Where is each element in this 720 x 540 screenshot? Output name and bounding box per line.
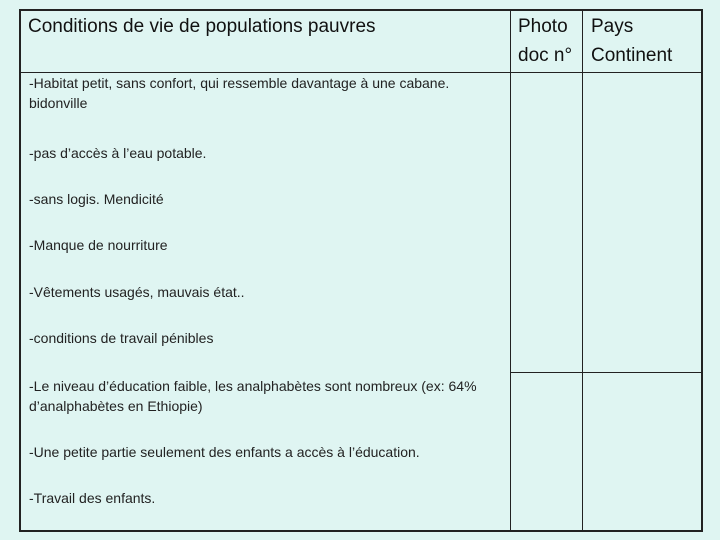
column-divider-pays <box>582 11 583 530</box>
table-title: Conditions de vie de populations pauvres <box>28 16 376 37</box>
condition-item-travail: -conditions de travail pénibles <box>29 330 214 346</box>
condition-item-travail-enfants: -Travail des enfants. <box>29 490 156 506</box>
column-header-photo-line1: Photo <box>518 16 568 37</box>
condition-item-education: -Le niveau d’éducation faible, les analphabètes sont nombreux (ex: 64% d’analphabètes en Ethiopie) <box>29 378 477 414</box>
condition-item-nourriture: -Manque de nourriture <box>29 237 168 253</box>
condition-item-habitat: -Habitat petit, sans confort, qui ressemble davantage à une cabane. bidonville <box>29 75 450 111</box>
condition-item-vetements: -Vêtements usagés, mauvais état.. <box>29 284 245 300</box>
column-header-photo-line2: doc n° <box>518 45 573 66</box>
column-divider-photo <box>510 11 511 530</box>
condition-item-logis: -sans logis. Mendicité <box>29 191 164 207</box>
conditions-table <box>19 9 703 532</box>
condition-item-eau: -pas d’accès à l’eau potable. <box>29 145 207 161</box>
column-header-pays-line2: Continent <box>591 45 673 66</box>
column-header-pays-line1: Pays <box>591 16 634 37</box>
condition-item-acces-education: -Une petite partie seulement des enfants a accès à l’éducation. <box>29 444 420 460</box>
right-columns-divider <box>510 372 701 373</box>
